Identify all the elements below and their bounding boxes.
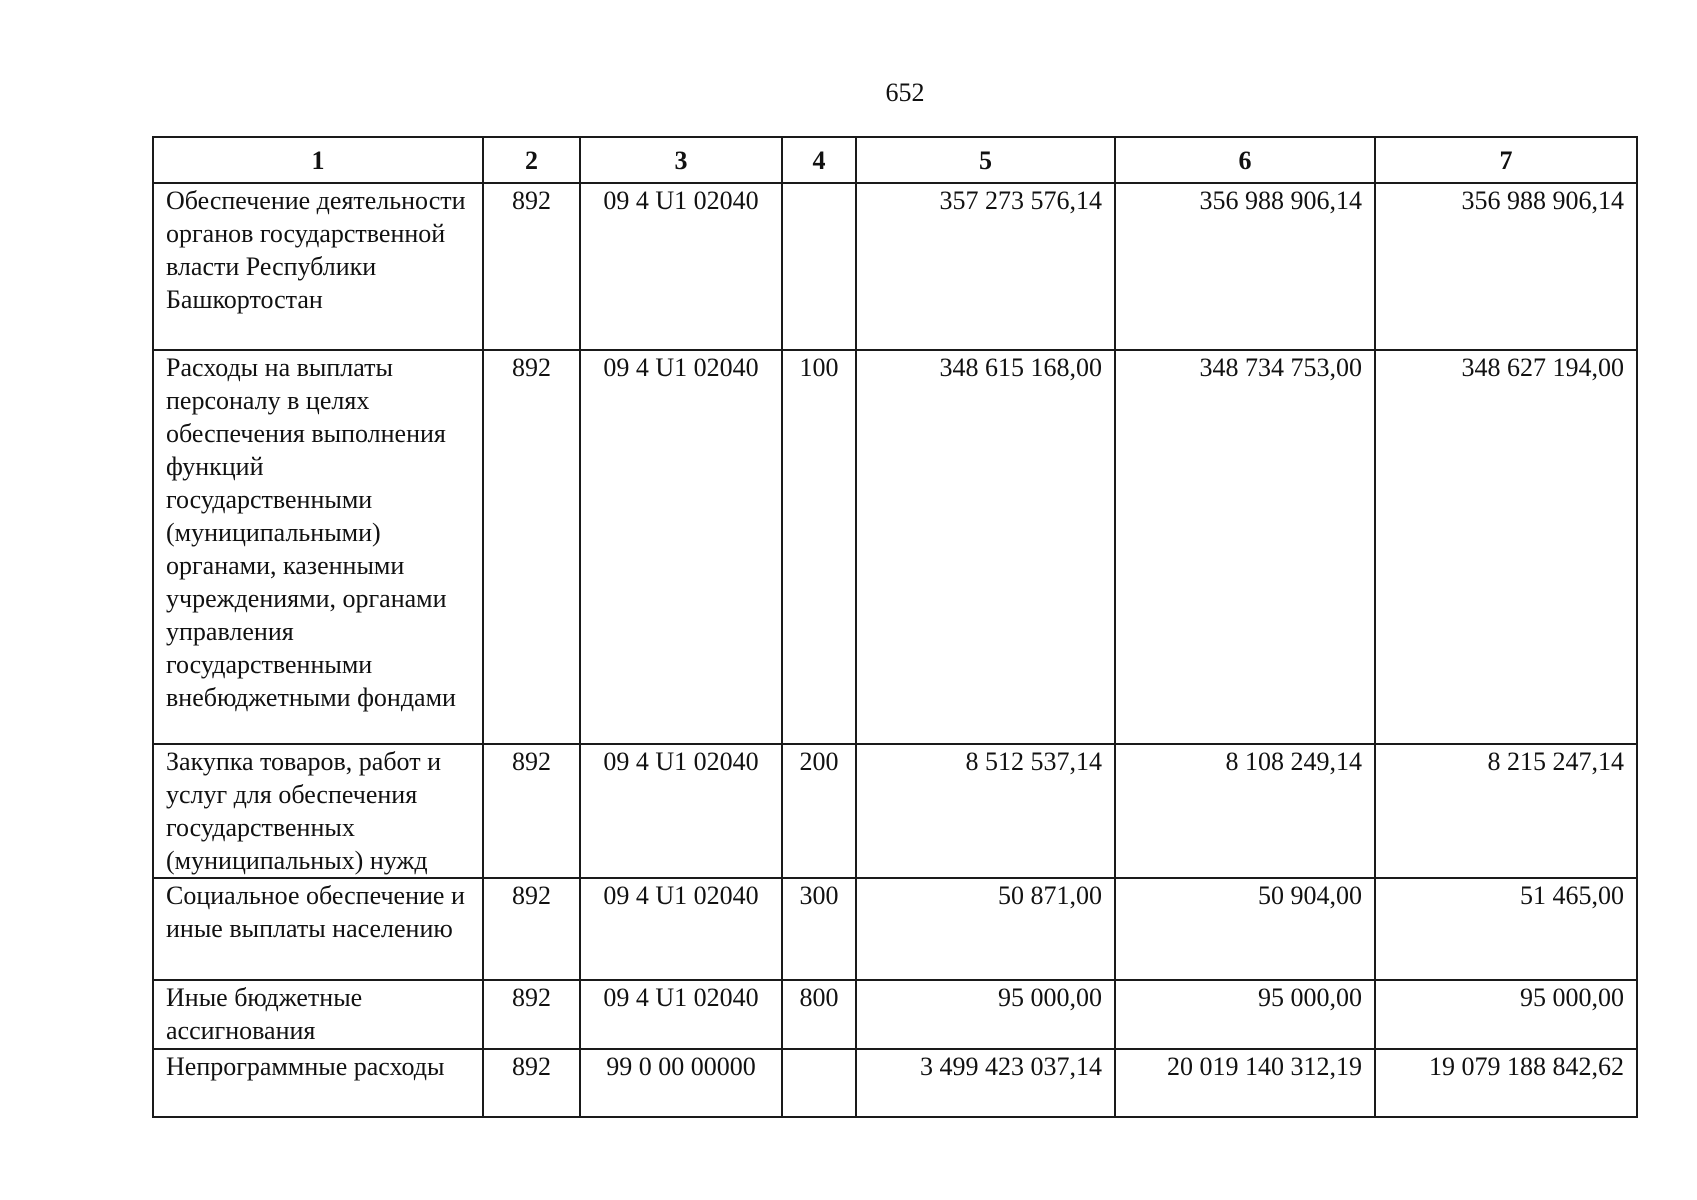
column-header-4: 4 — [782, 137, 856, 183]
budget-table — [152, 136, 1638, 1118]
row-name: Социальное обеспечение и иные выплаты населению — [153, 878, 483, 980]
row-col3: 09 4 U1 02040 — [580, 183, 782, 350]
row-col4 — [782, 1049, 856, 1117]
column-header-5: 5 — [856, 137, 1115, 183]
row-col2: 892 — [483, 980, 580, 1049]
table-row — [153, 980, 1637, 1049]
row-col6: 348 734 753,00 — [1115, 350, 1375, 744]
row-col3: 09 4 U1 02040 — [580, 350, 782, 744]
row-col6: 356 988 906,14 — [1115, 183, 1375, 350]
row-col6: 95 000,00 — [1115, 980, 1375, 1049]
row-col2: 892 — [483, 878, 580, 980]
row-name: Обеспечение деятельности органов государственной власти Республики Башкортостан — [153, 183, 483, 350]
table-row — [153, 183, 1637, 350]
row-col5: 3 499 423 037,14 — [856, 1049, 1115, 1117]
row-col6: 20 019 140 312,19 — [1115, 1049, 1375, 1117]
row-name: Непрограммные расходы — [153, 1049, 483, 1117]
row-col4: 300 — [782, 878, 856, 980]
column-header-7: 7 — [1375, 137, 1637, 183]
row-col5: 50 871,00 — [856, 878, 1115, 980]
page-number: 652 — [885, 78, 925, 107]
row-col7: 356 988 906,14 — [1375, 183, 1637, 350]
row-col3: 09 4 U1 02040 — [580, 878, 782, 980]
table-header-row — [153, 137, 1637, 183]
column-header-2: 2 — [483, 137, 580, 183]
row-col7: 51 465,00 — [1375, 878, 1637, 980]
row-col3: 99 0 00 00000 — [580, 1049, 782, 1117]
row-col3: 09 4 U1 02040 — [580, 980, 782, 1049]
row-col5: 348 615 168,00 — [856, 350, 1115, 744]
row-col2: 892 — [483, 183, 580, 350]
row-col7: 348 627 194,00 — [1375, 350, 1637, 744]
column-header-1: 1 — [153, 137, 483, 183]
row-col2: 892 — [483, 350, 580, 744]
row-col5: 357 273 576,14 — [856, 183, 1115, 350]
table-row — [153, 744, 1637, 878]
row-col2: 892 — [483, 1049, 580, 1117]
row-col4: 800 — [782, 980, 856, 1049]
row-col5: 8 512 537,14 — [856, 744, 1115, 878]
row-col4: 100 — [782, 350, 856, 744]
row-name: Закупка товаров, работ и услуг для обеспечения государственных (муниципальных) нужд — [153, 744, 483, 878]
column-header-3: 3 — [580, 137, 782, 183]
row-col7: 8 215 247,14 — [1375, 744, 1637, 878]
table-row — [153, 878, 1637, 980]
row-col4: 200 — [782, 744, 856, 878]
row-col7: 19 079 188 842,62 — [1375, 1049, 1637, 1117]
table-row — [153, 350, 1637, 744]
row-col5: 95 000,00 — [856, 980, 1115, 1049]
row-col7: 95 000,00 — [1375, 980, 1637, 1049]
row-name: Расходы на выплаты персоналу в целях обеспечения выполнения функций государственными (муниципальными) органами, казенными учреждениями, органами управления государственными внебюджетными фондами — [153, 350, 483, 744]
row-col2: 892 — [483, 744, 580, 878]
row-col4 — [782, 183, 856, 350]
row-col6: 8 108 249,14 — [1115, 744, 1375, 878]
row-name: Иные бюджетные ассигнования — [153, 980, 483, 1049]
row-col6: 50 904,00 — [1115, 878, 1375, 980]
table-row — [153, 1049, 1637, 1117]
row-col3: 09 4 U1 02040 — [580, 744, 782, 878]
column-header-6: 6 — [1115, 137, 1375, 183]
